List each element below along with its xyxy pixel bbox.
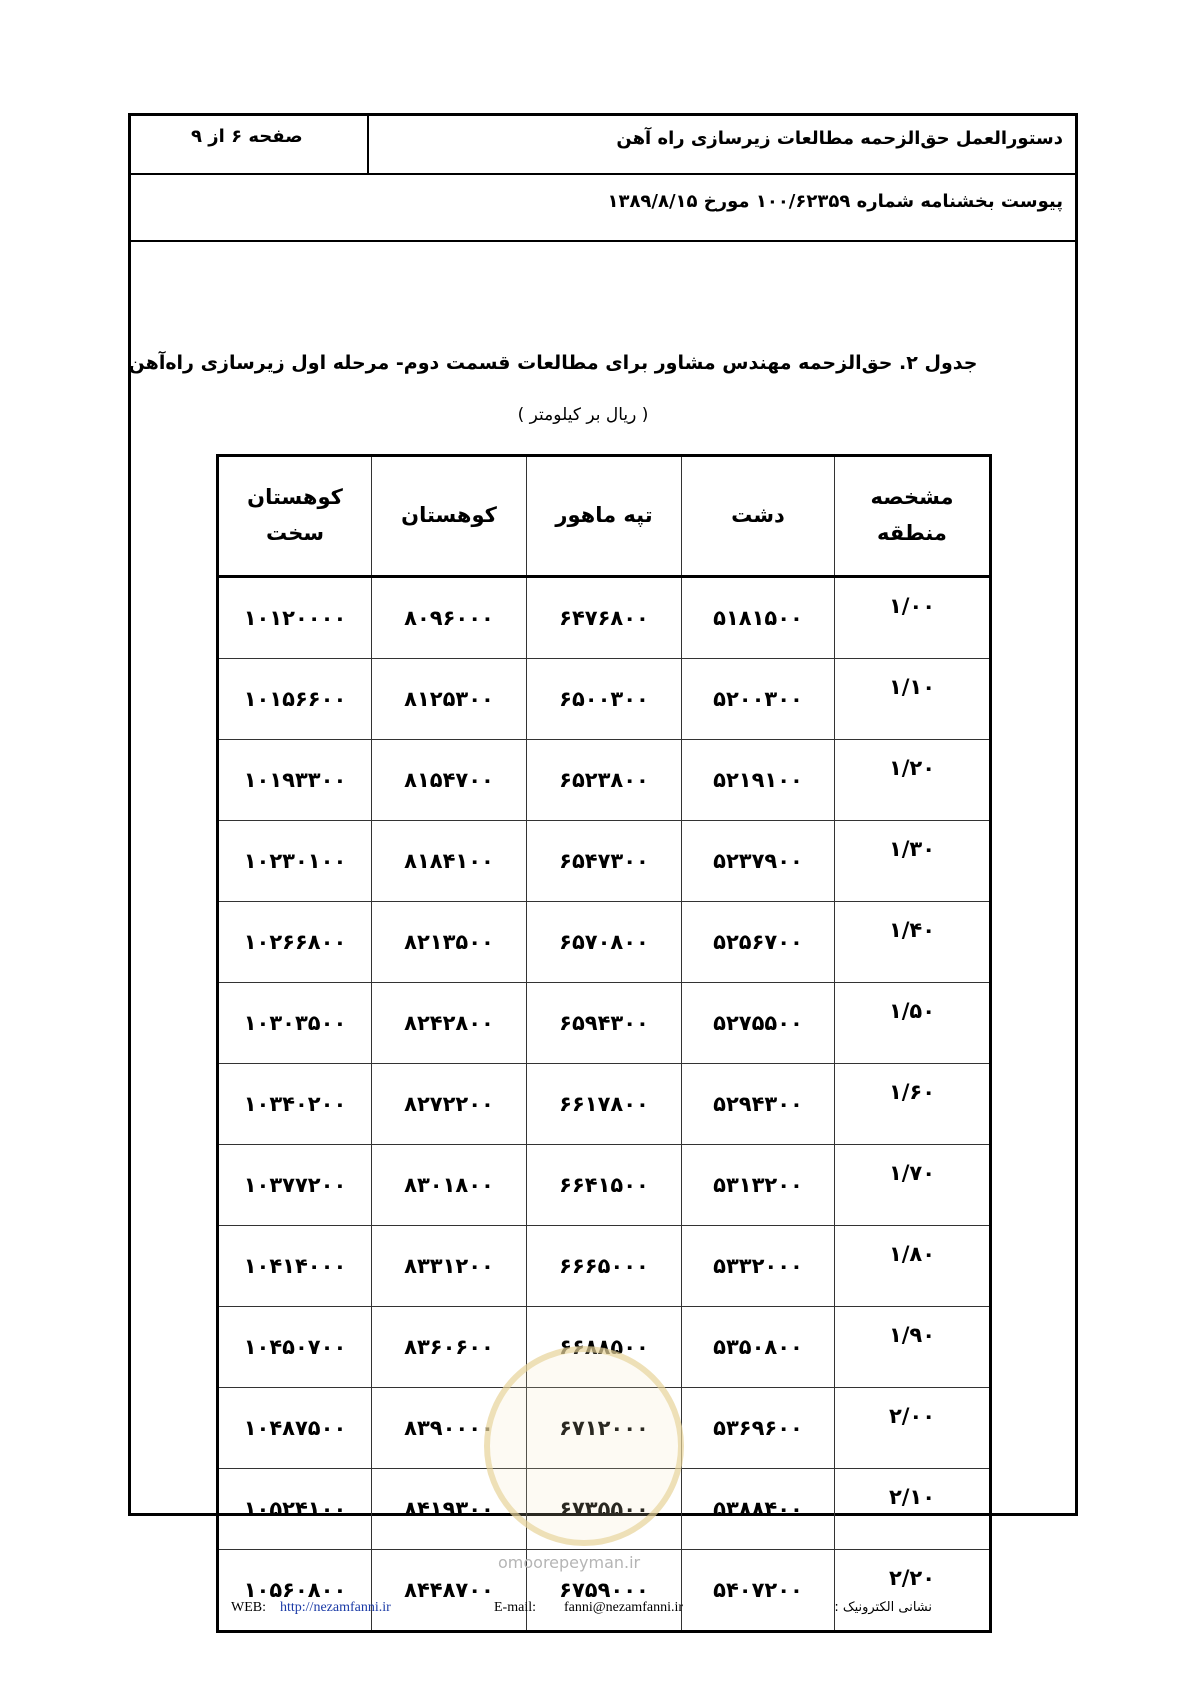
cell-hard-mountain: ۱۰۳۴۰۲۰۰ [218, 1064, 372, 1145]
cell-hilly: ۶۵۰۰۳۰۰ [527, 659, 682, 740]
cell-mountain: ۸۲۱۳۵۰۰ [372, 902, 527, 983]
cell-hilly: ۶۶۶۵۰۰۰ [527, 1226, 682, 1307]
cell-hilly: ۶۷۳۵۵۰۰ [527, 1469, 682, 1550]
cell-hilly: ۶۵۷۰۸۰۰ [527, 902, 682, 983]
footer-email-address[interactable]: fanni@nezamfanni.ir [564, 1600, 684, 1615]
cell-plain: ۵۱۸۱۵۰۰ [682, 577, 835, 659]
footer-email-label: E-mail: [494, 1600, 536, 1615]
cell-hard-mountain: ۱۰۵۶۰۸۰۰ [218, 1550, 372, 1632]
cell-mountain: ۸۳۹۰۰۰۰ [372, 1388, 527, 1469]
cell-plain: ۵۴۰۷۲۰۰ [682, 1550, 835, 1632]
cell-hilly: ۶۴۷۶۸۰۰ [527, 577, 682, 659]
cell-hilly: ۶۵۲۳۸۰۰ [527, 740, 682, 821]
cell-region: ۱/۶۰ [835, 1064, 991, 1145]
cell-region: ۱/۰۰ [835, 577, 991, 659]
cell-hard-mountain: ۱۰۳۷۷۲۰۰ [218, 1145, 372, 1226]
document-title: دستورالعمل حق‌الزحمه مطالعات زیرسازی راه آهن [616, 128, 1063, 149]
header-hard-mountain: کوهستان سخت [218, 456, 372, 577]
header-mountain: کوهستان [372, 456, 527, 577]
table-header-row [218, 456, 991, 577]
cell-plain: ۵۲۱۹۱۰۰ [682, 740, 835, 821]
cell-region: ۱/۳۰ [835, 821, 991, 902]
table-row [218, 1064, 991, 1145]
header-plain: دشت [682, 456, 835, 577]
cell-hard-mountain: ۱۰۱۲۰۰۰۰ [218, 577, 372, 659]
cell-plain: ۵۳۸۸۴۰۰ [682, 1469, 835, 1550]
table-row [218, 821, 991, 902]
cell-hilly: ۶۶۴۱۵۰۰ [527, 1145, 682, 1226]
header-region: مشخصه منطقه [835, 456, 991, 577]
cell-mountain: ۸۲۴۲۸۰۰ [372, 983, 527, 1064]
table-row [218, 659, 991, 740]
footer-web [231, 1600, 391, 1616]
cell-hard-mountain: ۱۰۴۵۰۷۰۰ [218, 1307, 372, 1388]
cell-mountain: ۸۱۸۴۱۰۰ [372, 821, 527, 902]
cell-mountain: ۸۴۱۹۳۰۰ [372, 1469, 527, 1550]
table-row [218, 740, 991, 821]
footer-address-label: نشانی الکترونیک : [834, 1600, 932, 1615]
cell-plain: ۵۲۳۷۹۰۰ [682, 821, 835, 902]
cell-hilly: ۶۶۱۷۸۰۰ [527, 1064, 682, 1145]
cell-mountain: ۸۱۵۴۷۰۰ [372, 740, 527, 821]
cell-region: ۱/۵۰ [835, 983, 991, 1064]
cell-mountain: ۸۳۰۱۸۰۰ [372, 1145, 527, 1226]
footer-web-label: WEB: [231, 1600, 266, 1615]
watermark-site: omoorepeyman.ir [498, 1553, 641, 1572]
table-row [218, 1145, 991, 1226]
cell-region: ۱/۸۰ [835, 1226, 991, 1307]
cell-hard-mountain: ۱۰۱۹۳۳۰۰ [218, 740, 372, 821]
cell-region: ۲/۱۰ [835, 1469, 991, 1550]
cell-hard-mountain: ۱۰۴۱۴۰۰۰ [218, 1226, 372, 1307]
circular-reference: پیوست بخشنامه شماره ۱۰۰/۶۲۳۵۹ مورخ ۱۳۸۹/۸/۱۵ [607, 191, 1063, 212]
cell-hilly: ۶۷۵۹۰۰۰ [527, 1550, 682, 1632]
page-indicator: صفحه ۶ از ۹ [191, 126, 303, 147]
cell-plain: ۵۲۰۰۳۰۰ [682, 659, 835, 740]
cell-region: ۲/۰۰ [835, 1388, 991, 1469]
header-divider [367, 116, 369, 173]
table-row [218, 902, 991, 983]
cell-plain: ۵۲۷۵۵۰۰ [682, 983, 835, 1064]
cell-plain: ۵۳۶۹۶۰۰ [682, 1388, 835, 1469]
cell-plain: ۵۲۹۴۳۰۰ [682, 1064, 835, 1145]
cell-mountain: ۸۱۲۵۳۰۰ [372, 659, 527, 740]
header-row [131, 116, 1075, 175]
table-unit: ( ریال بر کیلومتر ) [517, 405, 649, 425]
cell-mountain: ۸۴۴۸۷۰۰ [372, 1550, 527, 1632]
cell-region: ۱/۷۰ [835, 1145, 991, 1226]
cell-mountain: ۸۰۹۶۰۰۰ [372, 577, 527, 659]
cell-hard-mountain: ۱۰۲۳۰۱۰۰ [218, 821, 372, 902]
table-row [218, 983, 991, 1064]
cell-hilly: ۶۵۴۷۳۰۰ [527, 821, 682, 902]
footer-email [494, 1600, 683, 1616]
cell-hard-mountain: ۱۰۲۶۶۸۰۰ [218, 902, 372, 983]
cell-region: ۱/۲۰ [835, 740, 991, 821]
cell-region: ۱/۴۰ [835, 902, 991, 983]
cell-mountain: ۸۲۷۲۲۰۰ [372, 1064, 527, 1145]
table-row [218, 1226, 991, 1307]
cell-region: ۲/۲۰ [835, 1550, 991, 1632]
header-hilly: تپه ماهور [527, 456, 682, 577]
cell-hard-mountain: ۱۰۳۰۳۵۰۰ [218, 983, 372, 1064]
cell-plain: ۵۳۵۰۸۰۰ [682, 1307, 835, 1388]
cell-plain: ۵۳۱۳۲۰۰ [682, 1145, 835, 1226]
cell-hard-mountain: ۱۰۱۵۶۶۰۰ [218, 659, 372, 740]
cell-mountain: ۸۳۳۱۲۰۰ [372, 1226, 527, 1307]
cell-plain: ۵۳۳۲۰۰۰ [682, 1226, 835, 1307]
cell-region: ۱/۱۰ [835, 659, 991, 740]
cell-hilly: ۶۵۹۴۳۰۰ [527, 983, 682, 1064]
cell-hard-mountain: ۱۰۴۸۷۵۰۰ [218, 1388, 372, 1469]
footer-web-link[interactable]: http://nezamfanni.ir [280, 1600, 391, 1615]
cell-hard-mountain: ۱۰۵۲۴۱۰۰ [218, 1469, 372, 1550]
watermark-seal [484, 1346, 684, 1546]
cell-region: ۱/۹۰ [835, 1307, 991, 1388]
subheader-row [131, 173, 1075, 242]
cell-hilly: ۶۷۱۲۰۰۰ [527, 1388, 682, 1469]
cell-plain: ۵۲۵۶۷۰۰ [682, 902, 835, 983]
table-row [218, 577, 991, 659]
cell-hilly: ۶۶۸۸۵۰۰ [527, 1307, 682, 1388]
table-caption: جدول ۲. حق‌الزحمه مهندس مشاور برای مطالعات قسمت دوم- مرحله اول زیرسازی راه‌آهن [128, 352, 978, 374]
cell-mountain: ۸۳۶۰۶۰۰ [372, 1307, 527, 1388]
